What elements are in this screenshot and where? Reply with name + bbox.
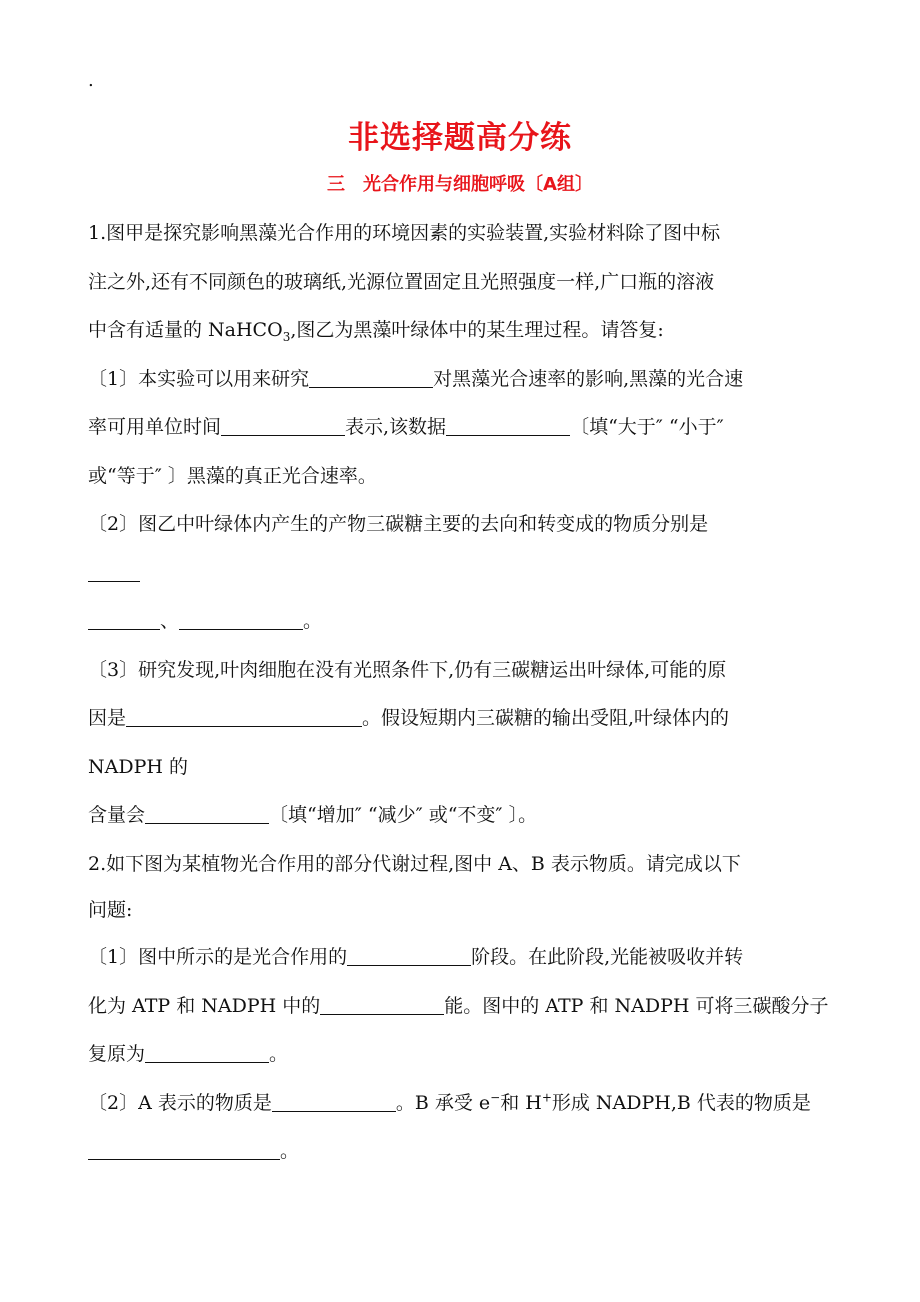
q1-text: 。 — [303, 610, 323, 632]
q1-text: 〔1〕本实验可以用来研究 — [88, 367, 310, 390]
q1-part3-line-3 — [88, 743, 838, 792]
answer-blank[interactable] — [320, 1013, 444, 1015]
q2-part1-line-2 — [88, 982, 838, 1031]
subscript: 3 — [282, 329, 291, 344]
q1-part1-line-3 — [88, 452, 838, 501]
superscript: − — [490, 1090, 501, 1105]
answer-blank[interactable] — [126, 725, 362, 727]
q1-part1-line-2 — [88, 403, 838, 452]
q1-text: 、 — [160, 610, 180, 632]
q2-part1-line-3 — [88, 1030, 838, 1079]
q1-text: 。假设短期内三碳糖的输出受阻,叶绿体内的 — [362, 707, 730, 729]
q1-line-1 — [88, 209, 838, 258]
q2-text: 。 — [269, 1043, 289, 1065]
q2-text: 能。图中的 ATP 和 NADPH 可将三碳酸分子 — [444, 994, 829, 1017]
question-content — [88, 209, 838, 1176]
q2-text: 形成 NADPH,B 代表的物质是 — [551, 1091, 811, 1114]
q1-part3-line-4 — [88, 791, 838, 840]
q1-part2-line-2 — [88, 549, 838, 598]
q1-text: 注之外,还有不同颜色的玻璃纸,光源位置固定且光照强度一样,广口瓶的溶液 — [88, 270, 715, 293]
q1-text: 〔填“增加″ “减少″ 或“不变″ 〕。 — [269, 804, 538, 826]
q2-part2-line-2 — [88, 1127, 838, 1176]
q1-part1-line-1 — [88, 355, 838, 404]
q1-text: 〔3〕研究发现,叶肉细胞在没有光照条件下,仍有三碳糖运出叶绿体,可能的原 — [88, 658, 727, 681]
q2-line-2 — [88, 888, 838, 933]
q2-line-1 — [88, 840, 838, 889]
q2-part2-line-1 — [88, 1079, 838, 1128]
page-title: 非选择题高分练 — [348, 120, 572, 156]
q1-text: 率可用单位时间 — [88, 416, 222, 438]
q2-text: 。B 承受 e — [395, 1091, 491, 1114]
q1-text: 〔填“大于″ “小于″ — [570, 416, 724, 438]
superscript: + — [541, 1090, 552, 1105]
q1-text: ,图乙为黑藻叶绿体中的某生理过程。请答复: — [290, 319, 664, 341]
q2-text: 和 H — [500, 1091, 542, 1114]
q2-text: 〔1〕图中所示的是光合作用的 — [88, 946, 348, 968]
q2-text: 。 — [280, 1140, 300, 1162]
answer-blank[interactable] — [145, 822, 269, 824]
answer-blank[interactable] — [221, 434, 345, 436]
answer-blank[interactable] — [145, 1061, 269, 1063]
q2-text: 化为 ATP 和 NADPH 中的 — [88, 994, 321, 1017]
answer-blank[interactable] — [88, 628, 160, 630]
answer-blank[interactable] — [88, 580, 140, 582]
answer-blank[interactable] — [272, 1110, 396, 1112]
q2-part1-line-1 — [88, 933, 838, 982]
q1-line-2 — [88, 258, 838, 307]
q1-part2-line-1 — [88, 500, 838, 549]
q1-part3-line-2 — [88, 694, 838, 743]
q1-part2-line-3 — [88, 597, 838, 646]
q1-text: NADPH 的 — [88, 755, 188, 778]
q1-line-3 — [88, 306, 838, 355]
answer-blank[interactable] — [347, 964, 471, 966]
q1-text: 含量会 — [88, 804, 146, 826]
q2-text: 阶段。在此阶段,光能被吸收并转 — [471, 946, 744, 968]
q1-text: 表示,该数据 — [345, 416, 447, 438]
page-dot: . — [88, 70, 94, 91]
q2-text: 〔2〕A 表示的物质是 — [88, 1091, 272, 1114]
answer-blank[interactable] — [309, 386, 433, 388]
q1-text: 中含有适量的 NaHCO — [88, 319, 283, 341]
page-subtitle: 三 光合作用与细胞呼吸〔A组〕 — [327, 174, 593, 195]
q1-text: 或“等于″ 〕黑藻的真正光合速率。 — [88, 464, 377, 487]
q2-text: 2.如下图为某植物光合作用的部分代谢过程,图中 A、B 表示物质。请完成以下 — [88, 852, 741, 875]
answer-blank[interactable] — [179, 628, 303, 630]
q2-text: 问题: — [88, 899, 133, 921]
q1-text: 〔2〕图乙中叶绿体内产生的产物三碳糖主要的去向和转变成的物质分别是 — [88, 513, 709, 535]
q2-text: 复原为 — [88, 1043, 146, 1065]
q1-text: 1.图甲是探究影响黑藻光合作用的环境因素的实验装置,实验材料除了图中标 — [88, 222, 721, 244]
q1-text: 因是 — [88, 707, 127, 729]
q1-text: 对黑藻光合速率的影响,黑藻的光合速 — [433, 367, 744, 390]
answer-blank[interactable] — [88, 1158, 280, 1160]
q1-part3-line-1 — [88, 646, 838, 695]
answer-blank[interactable] — [446, 434, 570, 436]
